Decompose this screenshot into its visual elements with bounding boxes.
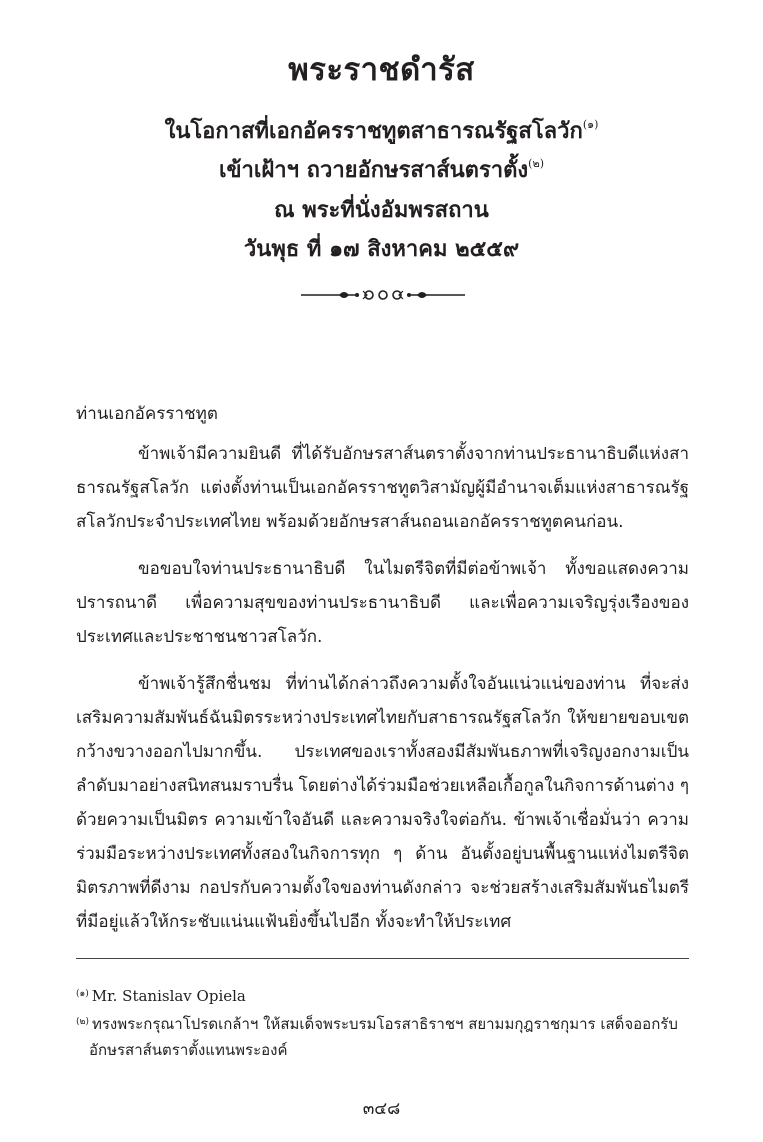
footnote-ref-1: (๑) [582, 118, 599, 131]
footnote-divider [76, 958, 689, 959]
paragraph-1: ข้าพเจ้ามีความยินดี ที่ได้รับอักษรสาส์นตราตั้งจากท่านประธานาธิบดีแห่งสาธารณรัฐสโลวัก แต่งตั้งท่านเป็นเอกอัครราชทูตวิสามัญผู้มีอำนาจเต็มแห่งสาธารณรัฐสโลวักประจำประเทศไทย พร้อมด้วยอักษรสาส์นถอนเอกอัครราชทูตคนก่อน. [76, 444, 689, 532]
footnote-ref-2: (๒) [528, 157, 545, 170]
paragraph-3: ข้าพเจ้ารู้สึกชื่นชม ที่ท่านได้กล่าวถึงความตั้งใจอันแน่วแน่ของท่าน ที่จะส่งเสริมความสัมพันธ์ฉันมิตรระหว่างประเทศไทยกับสาธารณรัฐสโลวัก ให้ขยายขอบเขตกว้างขวางออกไปมากขึ้น. ประเทศของเราทั้งสองมีสัมพันธภาพที่เจริญงอกงามเป็นลำดับมาอย่างสนิทสนมราบรื่น โดยต่างได้ร่วมมือช่วยเหลือเกื้อกูลในกิจการด้านต่าง ๆ ด้วยความเป็นมิตร ความเข้าใจอันดี และความจริงใจต่อกัน. ข้าพเจ้าเชื่อมั่นว่า ความร่วมมือระหว่างประเทศทั้งสองในกิจการทุก ๆ ด้าน อันตั้งอยู่บนพื้นฐานแห่งไมตรีจิตมิตรภาพที่ดีงาม กอปรกับความตั้งใจของท่านดังกล่าว จะช่วยสร้างเสริมสัมพันธไมตรีที่มีอยู่แล้วให้กระชับแน่นแฟ้นยิ่งขึ้นไปอีก ทั้งจะทำให้ประเทศ [76, 674, 689, 932]
footnote-1 [76, 981, 689, 1009]
footnote-mark: (๑) [76, 989, 89, 999]
occasion-text: ในโอกาสที่เอกอัครราชทูตสาธารณรัฐสโลวัก [164, 118, 583, 144]
page-title: พระราชดำรัส [288, 52, 475, 88]
paragraph-2: ขอขอบใจท่านประธานาธิบดี ในไมตรีจิตที่มีต่อข้าพเจ้า ทั้งขอแสดงความปรารถนาดี เพื่อความสุขของท่านประธานาธิบดี และเพื่อความเจริญรุ่งเรืองของประเทศและประชาชนชาวสโลวัก. [76, 559, 689, 647]
ornament-divider-icon [297, 283, 469, 307]
occasion-line [0, 113, 763, 148]
audience-text: เข้าเฝ้าฯ ถวายอักษรสาส์นตราตั้ง [218, 157, 529, 183]
footnote-text: ทรงพระกรุณาโปรดเกล้าฯ ให้สมเด็จพระบรมโอรสาธิราชฯ สยามมกุฎราชกุมาร เสด็จออกรับ [91, 1015, 678, 1033]
audience-line [0, 152, 763, 187]
footnote-2 [76, 1009, 689, 1063]
footnote-mark: (๒) [76, 1017, 89, 1027]
footnote-continuation: อักษรสาส์นตราตั้งแทนพระองค์ [89, 1041, 288, 1059]
page-number: ๓๔๘ [362, 1099, 401, 1119]
venue-line: ณ พระที่นั่งอัมพรสถาน [274, 197, 489, 223]
footnote-text: Mr. Stanislav Opiela [91, 987, 246, 1005]
salutation: ท่านเอกอัครราชทูต [76, 404, 218, 424]
speech-body [76, 437, 689, 952]
date-line: วันพุธ ที่ ๑๗ สิงหาคม ๒๕๕๙ [243, 236, 520, 262]
